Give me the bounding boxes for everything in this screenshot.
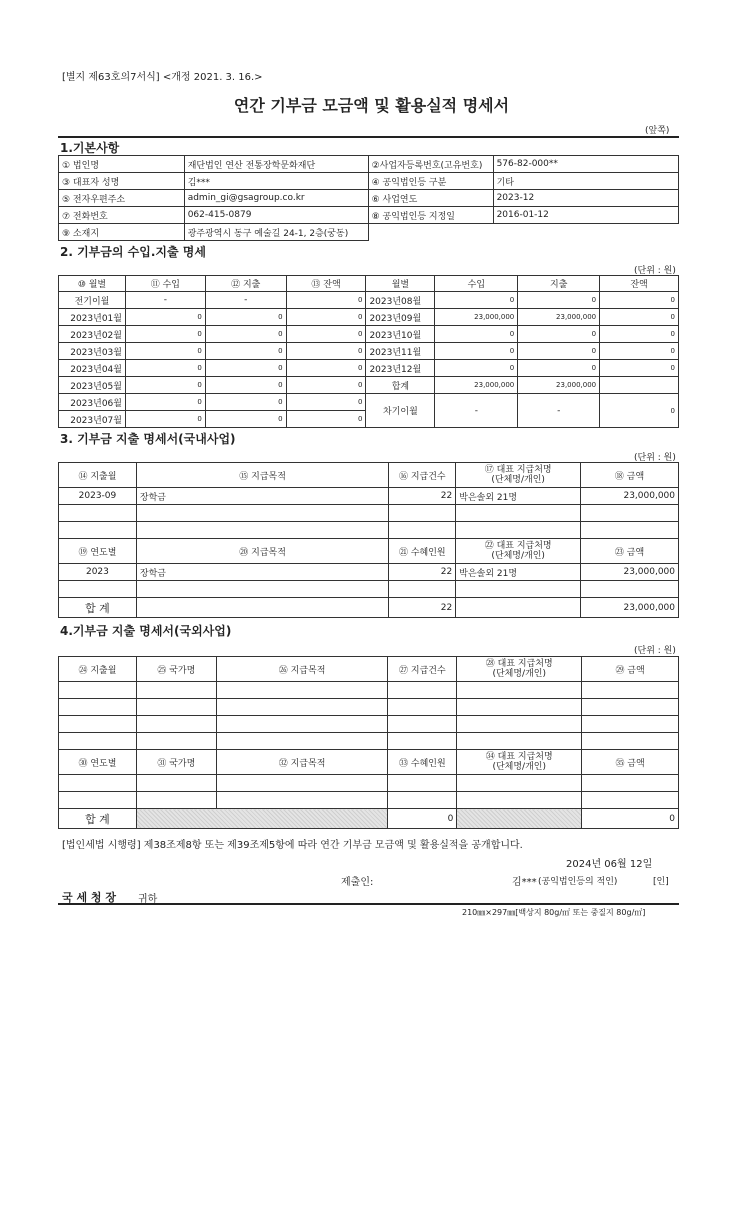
carry-income: - [435, 394, 518, 428]
row-month-2: 2023년08월 [366, 292, 435, 309]
col-amount: ㉙ 금액 [582, 657, 679, 682]
row-income-2: 0 [435, 292, 518, 309]
row-income-2: 0 [435, 343, 518, 360]
total-expense: 23,000,000 [518, 377, 600, 394]
col-income: ⑪ 수입 [125, 276, 205, 292]
row-income-2: 0 [435, 326, 518, 343]
col-year: ⑲ 연도별 [59, 539, 137, 564]
carry-label: 차기이월 [366, 394, 435, 428]
row-expense: 0 [205, 360, 286, 377]
shaded-cell [136, 809, 387, 829]
row-month-2: 2023년09월 [366, 309, 435, 326]
carry-expense: - [518, 394, 600, 428]
col-recipient-line2: (단체명/개인) [492, 669, 546, 679]
row-month: 2023년04월 [59, 360, 126, 377]
col-recipient2-line2: (단체명/개인) [492, 762, 546, 772]
col-expense: ⑫ 지출 [205, 276, 286, 292]
row-expense: 0 [205, 326, 286, 343]
col-month: ⑩ 월별 [59, 276, 126, 292]
row-month: 전기이월 [59, 292, 126, 309]
col-recipient-line2: (단체명/개인) [491, 475, 545, 485]
row-expense: 0 [205, 377, 286, 394]
col-purpose-2: ⑳ 지급목적 [136, 539, 388, 564]
row-amount-2: 23,000,000 [581, 564, 679, 581]
row-purpose: 장학금 [136, 488, 388, 505]
col-recipient2-line1: ㉒ 대표 지급처명 [484, 541, 552, 551]
col-amount-2: ㉓ 금액 [581, 539, 679, 564]
row-income: 0 [125, 309, 205, 326]
row-income: 0 [125, 360, 205, 377]
seal-mark: [인] [653, 877, 669, 887]
value-corp-name: 재단법인 연산 전통장학문화재단 [184, 156, 368, 173]
label-email: ⑤ 전자우편주소 [59, 190, 185, 207]
col-recipient2-line2: (단체명/개인) [491, 551, 545, 561]
row-count: 22 [389, 488, 456, 505]
page-side: (앞쪽) [645, 126, 670, 136]
label-fiscal-year: ⑥ 사업연도 [368, 190, 493, 207]
overseas-total-label: 합 계 [59, 809, 137, 829]
row-balance: 0 [286, 326, 366, 343]
submitter-name: 김*** [512, 877, 537, 888]
row-balance: 0 [286, 343, 366, 360]
col-beneficiaries: ㉑ 수혜인원 [389, 539, 456, 564]
overseas-table [58, 656, 679, 829]
label-phone: ⑦ 전화번호 [59, 207, 185, 224]
row-purpose-2: 장학금 [136, 564, 388, 581]
row-month: 2023년07월 [59, 411, 126, 428]
row-income: 0 [125, 343, 205, 360]
col-month: ⑭ 지출월 [59, 463, 137, 488]
row-balance: 0 [286, 394, 366, 411]
row-expense: 0 [205, 343, 286, 360]
col-count: ㉗ 지급건수 [388, 657, 457, 682]
row-balance: 0 [286, 411, 366, 428]
col-year: ㉚ 연도별 [59, 750, 137, 775]
row-expense: 0 [205, 309, 286, 326]
row-month-2: 2023년11월 [366, 343, 435, 360]
col-recipient-2 [457, 750, 582, 775]
row-balance-2: 0 [600, 292, 679, 309]
domestic-total-amount: 23,000,000 [581, 598, 679, 618]
row-income: 0 [125, 326, 205, 343]
row-balance-2: 0 [600, 360, 679, 377]
section-basic-title: 1.기본사항 [60, 141, 120, 155]
total-income: 23,000,000 [435, 377, 518, 394]
income-expense-table [58, 275, 679, 428]
domestic-total-label: 합 계 [59, 598, 137, 618]
col-recipient-line1: ⑰ 대표 지급처명 [484, 465, 552, 475]
col-beneficiaries: ㉝ 수혜인원 [388, 750, 457, 775]
section-overseas-title: 4.기부금 지출 명세서(국외사업) [60, 624, 232, 638]
overseas-unit: (단위 : 원) [634, 646, 676, 656]
col-purpose: ㉖ 지급목적 [216, 657, 388, 682]
col-balance-2: 잔액 [600, 276, 679, 292]
domestic-table [58, 462, 679, 618]
value-email: admin_gi@gsagroup.co.kr [184, 190, 368, 207]
col-balance: ⑬ 잔액 [286, 276, 366, 292]
col-purpose: ⑮ 지급목적 [136, 463, 388, 488]
row-month-2: 2023년12월 [366, 360, 435, 377]
row-month: 2023년03월 [59, 343, 126, 360]
section-domestic-title: 3. 기부금 지출 명세서(국내사업) [60, 432, 236, 446]
row-balance: 0 [286, 292, 366, 309]
label-address: ⑨ 소재지 [59, 224, 185, 241]
shaded-cell [457, 809, 582, 829]
row-balance-2: 0 [600, 309, 679, 326]
row-month: 2023년02월 [59, 326, 126, 343]
row-month: 2023-09 [59, 488, 137, 505]
submitter-role: (공익법인등의 적인) [538, 877, 618, 887]
col-recipient-2 [456, 539, 581, 564]
col-amount: ⑱ 금액 [581, 463, 679, 488]
value-address: 광주광역시 동구 예술길 24-1, 2층(궁동) [184, 224, 368, 241]
col-month: ㉔ 지출월 [59, 657, 137, 682]
row-balance: 0 [286, 360, 366, 377]
recipient-suffix: 귀하 [138, 894, 158, 905]
row-income: - [125, 292, 205, 309]
row-year: 2023 [59, 564, 137, 581]
col-recipient-line1: ㉘ 대표 지급처명 [485, 659, 553, 669]
section-income-title: 2. 기부금의 수입.지출 명세 [60, 245, 206, 259]
carry-balance: 0 [600, 394, 679, 428]
label-biz-no: ②사업자등록번호(고유번호) [368, 156, 493, 173]
basic-info-table [58, 155, 679, 241]
total-label: 합계 [366, 377, 435, 394]
row-expense: - [205, 292, 286, 309]
value-corp-type: 기타 [493, 173, 678, 190]
value-designation-date: 2016-01-12 [493, 207, 678, 224]
row-income: 0 [125, 377, 205, 394]
row-beneficiaries: 22 [389, 564, 456, 581]
row-expense-2: 23,000,000 [518, 309, 600, 326]
row-income-2: 23,000,000 [435, 309, 518, 326]
row-expense: 0 [205, 411, 286, 428]
col-purpose-2: ㉜ 지급목적 [216, 750, 388, 775]
overseas-total-amount: 0 [582, 809, 679, 829]
row-expense-2: 0 [518, 360, 600, 377]
label-corp-type: ④ 공익법인등 구분 [368, 173, 493, 190]
row-month: 2023년06월 [59, 394, 126, 411]
value-phone: 062-415-0879 [184, 207, 368, 224]
col-expense-2: 지출 [518, 276, 600, 292]
row-expense-2: 0 [518, 326, 600, 343]
col-recipient2-line1: ㉞ 대표 지급처명 [485, 752, 553, 762]
col-amount-2: ㉟ 금액 [582, 750, 679, 775]
domestic-total-count: 22 [389, 598, 456, 618]
col-income-2: 수입 [435, 276, 518, 292]
form-number: [별지 제63호의7서식] <개정 2021. 3. 16.> [62, 72, 263, 83]
row-month: 2023년01월 [59, 309, 126, 326]
row-amount: 23,000,000 [581, 488, 679, 505]
col-count: ⑯ 지급건수 [389, 463, 456, 488]
legal-notice: [법인세법 시행령] 제38조제8항 또는 제39조제5항에 따라 연간 기부금 모금액 및 활용실적을 공개합니다. [62, 840, 523, 851]
value-biz-no: 576-82-000** [493, 156, 678, 173]
col-country: ㉕ 국가명 [136, 657, 216, 682]
label-rep: ③ 대표자 성명 [59, 173, 185, 190]
row-expense-2: 0 [518, 343, 600, 360]
row-balance-2: 0 [600, 343, 679, 360]
income-unit: (단위 : 원) [634, 266, 676, 276]
row-recipient-2: 박은솔외 21명 [456, 564, 581, 581]
row-balance: 0 [286, 309, 366, 326]
recipient-office: 국 세 청 장 [62, 891, 116, 904]
row-expense-2: 0 [518, 292, 600, 309]
row-month-2: 2023년10월 [366, 326, 435, 343]
col-month-2: 월별 [366, 276, 435, 292]
label-corp-name: ① 법인명 [59, 156, 185, 173]
row-month: 2023년05월 [59, 377, 126, 394]
submit-date: 2024년 06월 12일 [566, 859, 653, 870]
domestic-unit: (단위 : 원) [634, 453, 676, 463]
row-recipient: 박은솔외 21명 [456, 488, 581, 505]
row-income: 0 [125, 394, 205, 411]
col-country-2: ㉛ 국가명 [136, 750, 216, 775]
value-fiscal-year: 2023-12 [493, 190, 678, 207]
value-rep: 김*** [184, 173, 368, 190]
col-recipient [457, 657, 582, 682]
col-recipient [456, 463, 581, 488]
label-designation-date: ⑧ 공익법인등 지정일 [368, 207, 493, 224]
document-title: 연간 기부금 모금액 및 활용실적 명세서 [233, 96, 510, 115]
submitter-label: 제출인: [341, 877, 374, 888]
overseas-total-count: 0 [388, 809, 457, 829]
paper-spec: 210㎜×297㎜[백상지 80g/㎡ 또는 중질지 80g/㎡] [462, 908, 646, 917]
row-income-2: 0 [435, 360, 518, 377]
total-balance [600, 377, 679, 394]
row-balance: 0 [286, 377, 366, 394]
row-balance-2: 0 [600, 326, 679, 343]
row-expense: 0 [205, 394, 286, 411]
row-income: 0 [125, 411, 205, 428]
